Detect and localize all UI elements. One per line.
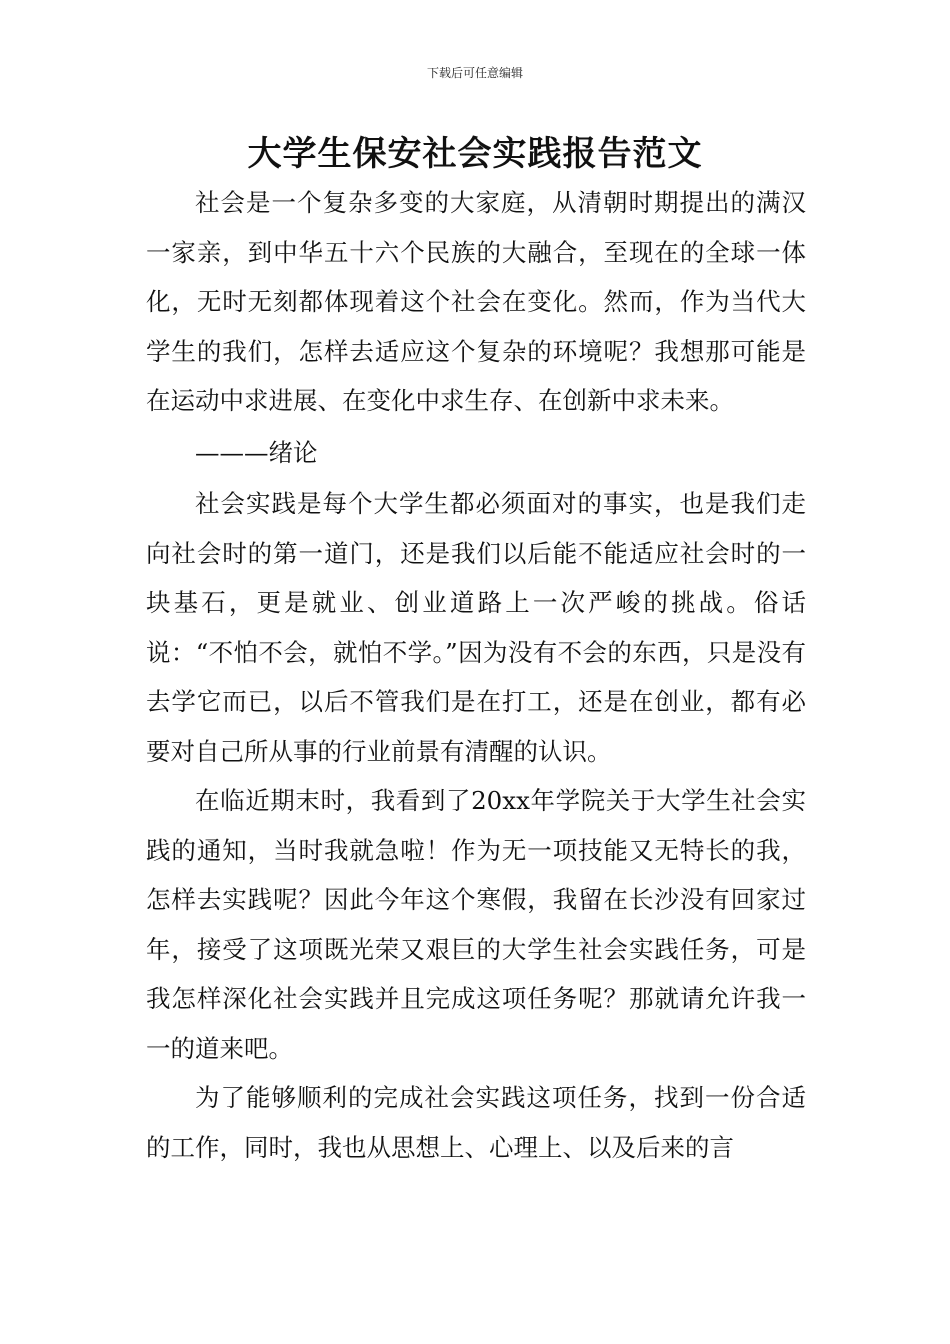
paragraph-practice: 社会实践是每个大学生都必须面对的事实，也是我们走向社会时的第一道门，还是我们以后能不能适应社会时的一块基石，更是就业、创业道路上一次严峻的挑战。俗话说：“不怕不会，就怕不学。”因为没有不会的东西，只是没有去学它而已，以后不管我们是在打工，还是在创业，都有必要对自己所从事的行业前景有清醒的认识。 <box>146 489 806 766</box>
header-note: 下载后可任意编辑 <box>426 66 523 80</box>
document-body <box>146 178 806 1172</box>
paragraph-intro: 社会是一个复杂多变的大家庭，从清朝时期提出的满汉一家亲，到中华五十六个民族的大融合，至现在的全球一体化，无时无刻都体现着这个社会在变化。然而，作为当代大学生的我们，怎样去适应这个复杂的环境呢？我想那可能是在运动中求进展、在变化中求生存、在创新中求未来。 <box>146 188 806 415</box>
document-title: 大学生保安社会实践报告范文 <box>247 134 703 174</box>
paragraph-notice: 在临近期末时，我看到了20xx年学院关于大学生社会实践的通知，当时我就急啦！作为无一项技能又无特长的我，怎样去实践呢？因此今年这个寒假，我留在长沙没有回家过年，接受了这项既光荣又艰巨的大学生社会实践任务，可是我怎样深化社会实践并且完成这项任务呢？那就请允许我一一的道来吧。 <box>146 786 806 1063</box>
paragraph-section-label: ———绪论 <box>195 437 318 467</box>
paragraph-preparation: 为了能够顺利的完成社会实践这项任务，找到一份合适的工作，同时，我也从思想上、心理上、以及后来的言 <box>146 1083 806 1162</box>
